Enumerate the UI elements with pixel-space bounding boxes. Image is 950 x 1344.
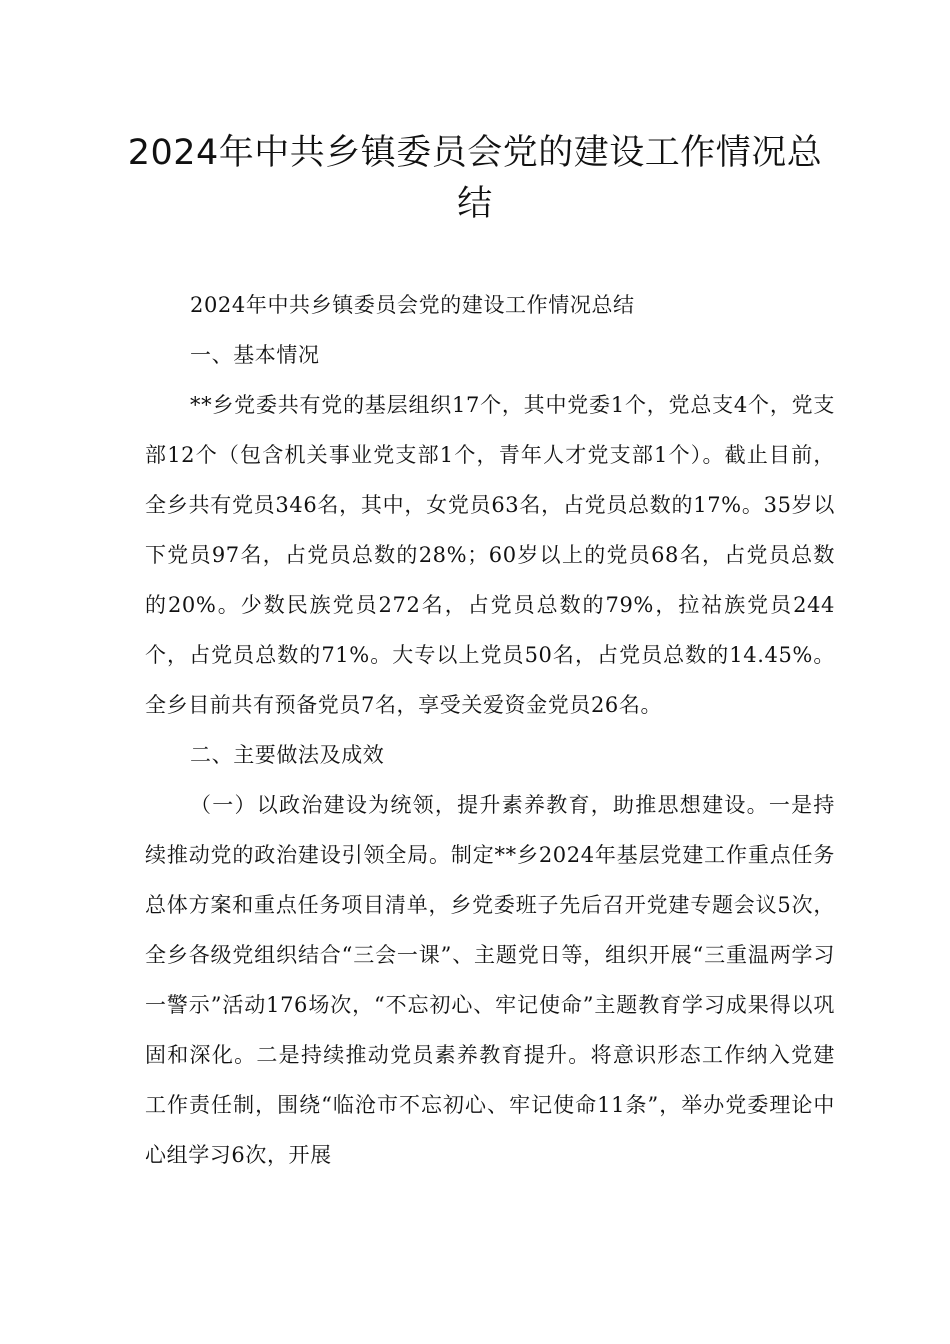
paragraph-basic-situation: **乡党委共有党的基层组织17个，其中党委1个，党总支4个，党支部12个（包含机关事业党支部1个，青年人才党支部1个）。截止目前，全乡共有党员346名，其中，女党员63名，占党员总数的17%。35岁以下党员97名，占党员总数的28%；60岁以上的党员68名，占党员总数的20%。少数民族党员272名，占党员总数的79%，拉祜族党员244个，占党员总数的71%。大专以上党员50名，占党员总数的14.45%。全乡目前共有预备党员7名，享受关爱资金党员26名。 (145, 393, 835, 717)
document-body (145, 280, 835, 1180)
paragraph-political-building: （一）以政治建设为统领，提升素养教育，助推思想建设。一是持续推动党的政治建设引领全局。制定**乡2024年基层党建工作重点任务总体方案和重点任务项目清单，乡党委班子先后召开党建专题会议5次，全乡各级党组织结合“三会一课”、主题党日等，组织开展“三重温两学习一警示”活动176场次，“不忘初心、牢记使命”主题教育学习成果得以巩固和深化。二是持续推动党员素养教育提升。将意识形态工作纳入党建工作责任制，围绕“临沧市不忘初心、牢记使命11条”，举办党委理论中心组学习6次，开展 (145, 793, 835, 1167)
section-heading-measures: 二、主要做法及成效 (190, 743, 385, 767)
subtitle-paragraph: 2024年中共乡镇委员会党的建设工作情况总结 (190, 293, 635, 317)
section-heading-basic: 一、基本情况 (190, 343, 320, 367)
document-title: 2024年中共乡镇委员会党的建设工作情况总结 (127, 133, 823, 224)
